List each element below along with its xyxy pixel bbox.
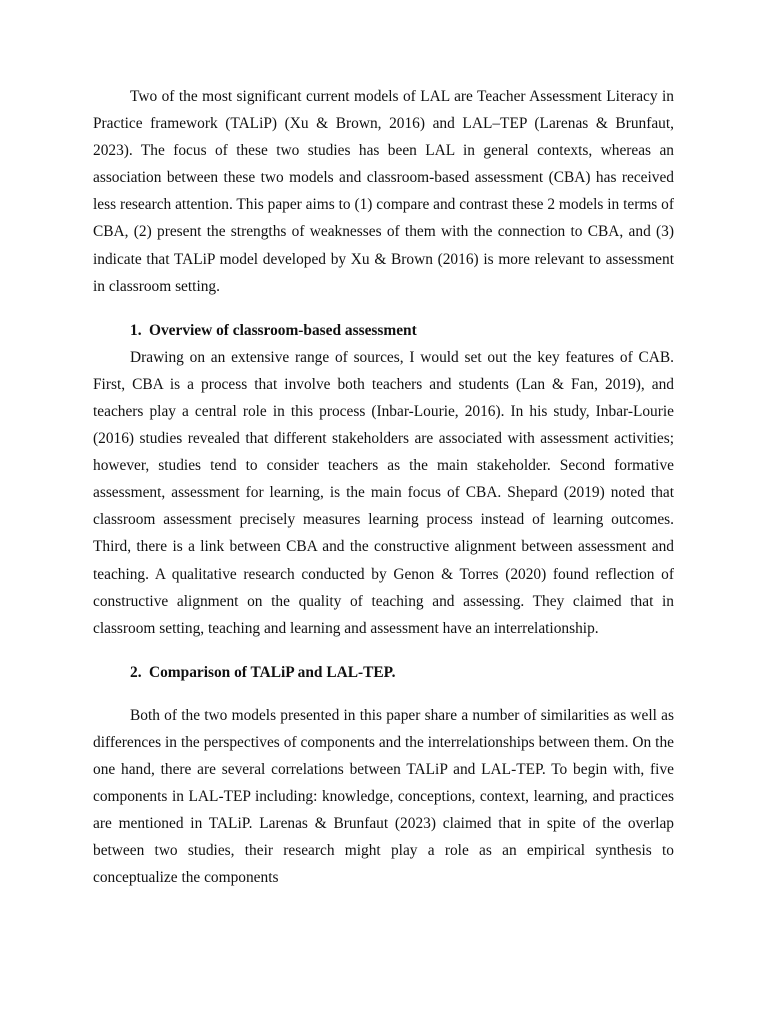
section-title: Comparison of TALiP and LAL-TEP. (149, 663, 396, 681)
document-page (93, 83, 674, 891)
section-heading-comparison (93, 659, 674, 686)
section-title: Overview of classroom-based assessment (149, 321, 417, 339)
section-number: 2. (130, 663, 142, 681)
comparison-paragraph: Both of the two models presented in this paper share a number of similarities as well as differences in the perspectives of components and the interrelationships between them. On the one hand, there are several correlations between TALiP and LAL-TEP. To begin with, five components in LAL-TEP including: knowledge, conceptions, context, learning, and practices are mentioned in TALiP. Larenas & Brunfaut (2023) claimed that in spite of the overlap between two studies, their research might play a role as an empirical synthesis to conceptualize the components (93, 706, 674, 887)
section-heading-overview (93, 317, 674, 344)
intro-paragraph: Two of the most significant current models of LAL are Teacher Assessment Literacy in Practice framework (TALiP) (Xu & Brown, 2016) and LAL–TEP (Larenas & Brunfaut, 2023). The focus of these two studies has been LAL in general contexts, whereas an association between these two models and classroom-based assessment (CBA) has received less research attention. This paper aims to (1) compare and contrast these 2 models in terms of CBA, (2) present the strengths of weaknesses of them with the connection to CBA, and (3) indicate that TALiP model developed by Xu & Brown (2016) is more relevant to assessment in classroom setting. (93, 88, 674, 295)
section-number: 1. (130, 321, 142, 339)
overview-paragraph: Drawing on an extensive range of sources, I would set out the key features of CAB. First, CBA is a process that involve both teachers and students (Lan & Fan, 2019), and teachers play a central role in this process (Inbar-Lourie, 2016). In his study, Inbar-Lourie (2016) studies revealed that different stakeholders are associated with assessment activities; however, studies tend to consider teachers as the main stakeholder. Second formative assessment, assessment for learning, is the main focus of CBA. Shepard (2019) noted that classroom assessment precisely measures learning process instead of learning outcomes. Third, there is a link between CBA and the constructive alignment between assessment and teaching. A qualitative research conducted by Genon & Torres (2020) found reflection of constructive alignment on the quality of teaching and assessing. They claimed that in classroom setting, teaching and learning and assessment have an interrelationship. (93, 348, 674, 637)
